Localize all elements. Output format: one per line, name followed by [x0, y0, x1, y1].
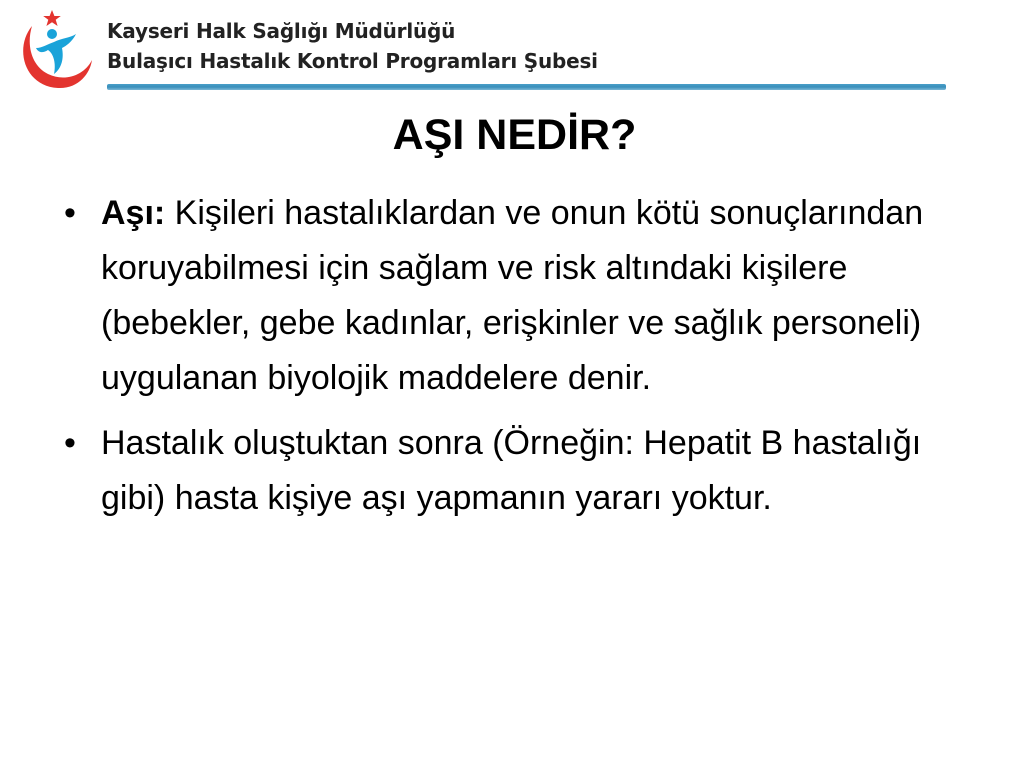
bullet-text: Hastalık oluştuktan sonra (Örneğin: Hepatit B hastalığı gibi) hasta kişiye aşı yapmanın yararı yoktur. [101, 424, 922, 517]
definition-text: Kişileri hastalıklardan ve onun kötü sonuçlarından koruyabilmesi için sağlam ve risk altındaki kişilere (bebekler, gebe kadınlar, erişkinler ve sağlık personeli) uygulanan biyolojik maddelere denir. [101, 194, 924, 397]
bullet-glyph: • [64, 424, 76, 462]
bullet-item [56, 186, 956, 406]
slide-title: AŞI NEDİR? [392, 111, 637, 159]
slide-header [0, 0, 1024, 100]
bullet-item [56, 416, 956, 526]
bullet-list [56, 186, 956, 526]
health-directorate-logo-icon [18, 8, 94, 92]
department-name: Bulaşıcı Hastalık Kontrol Programları Şubesi [107, 49, 598, 73]
bullet-glyph: • [64, 194, 76, 232]
definition-term: Aşı: [101, 194, 166, 232]
organization-name: Kayseri Halk Sağlığı Müdürlüğü [107, 19, 456, 43]
header-divider [107, 84, 946, 90]
